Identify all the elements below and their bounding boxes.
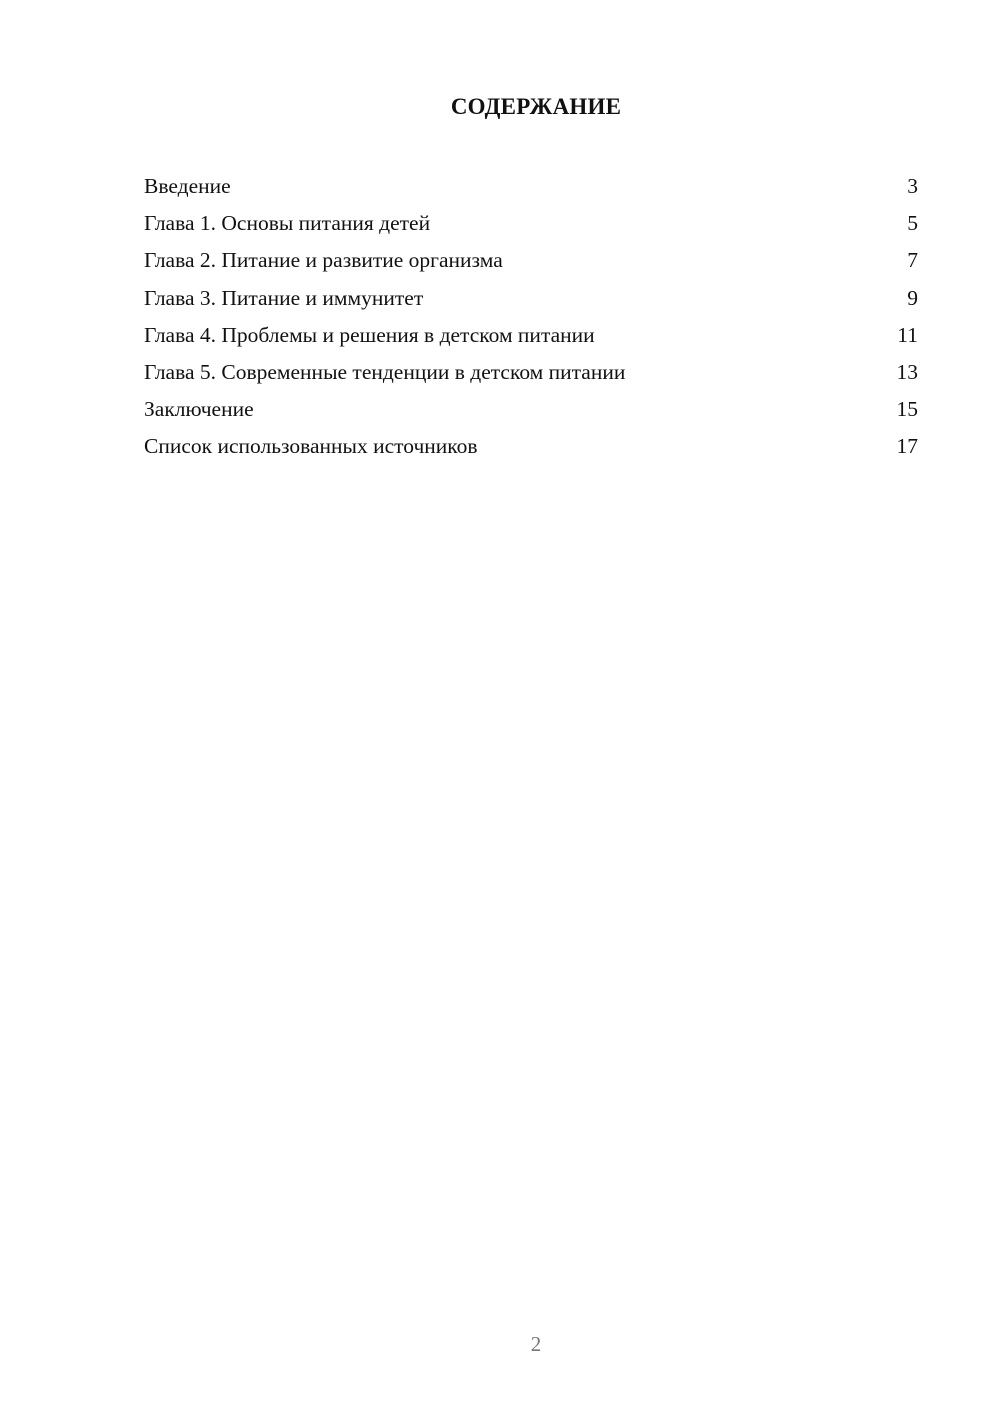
toc-entry-label: Глава 2. Питание и развитие организма bbox=[144, 248, 503, 273]
toc-entry-chapter-2 bbox=[144, 242, 918, 279]
toc-entry-label: Глава 5. Современные тенденции в детском питании bbox=[144, 359, 626, 384]
toc-entry-page: 17 bbox=[896, 434, 918, 459]
toc-entry-page: 11 bbox=[897, 322, 918, 347]
toc-entry-page: 15 bbox=[896, 397, 918, 422]
toc-entry-chapter-4 bbox=[144, 317, 918, 354]
toc-entry-chapter-3 bbox=[144, 280, 918, 317]
toc-entry-page: 13 bbox=[896, 359, 918, 384]
toc-entry-label: Заключение bbox=[144, 397, 254, 422]
toc-entry-chapter-1 bbox=[144, 205, 918, 242]
toc-entry-page: 3 bbox=[907, 174, 918, 198]
table-of-contents bbox=[144, 168, 918, 466]
toc-entry-page: 7 bbox=[907, 248, 918, 273]
toc-entry-introduction bbox=[144, 168, 918, 205]
toc-title: СОДЕРЖАНИЕ bbox=[450, 94, 622, 119]
page-number: 2 bbox=[530, 1332, 542, 1356]
toc-entry-conclusion bbox=[144, 391, 918, 428]
toc-entry-references bbox=[144, 428, 918, 465]
toc-entry-chapter-5 bbox=[144, 354, 918, 391]
toc-entry-label: Введение bbox=[144, 174, 231, 198]
toc-entry-label: Глава 4. Проблемы и решения в детском питании bbox=[144, 322, 595, 347]
toc-entry-page: 5 bbox=[907, 211, 918, 236]
toc-entry-page: 9 bbox=[907, 285, 918, 310]
toc-entry-label: Глава 3. Питание и иммунитет bbox=[144, 285, 424, 310]
toc-entry-label: Глава 1. Основы питания детей bbox=[144, 211, 431, 236]
toc-entry-label: Список использованных источников bbox=[144, 434, 478, 459]
